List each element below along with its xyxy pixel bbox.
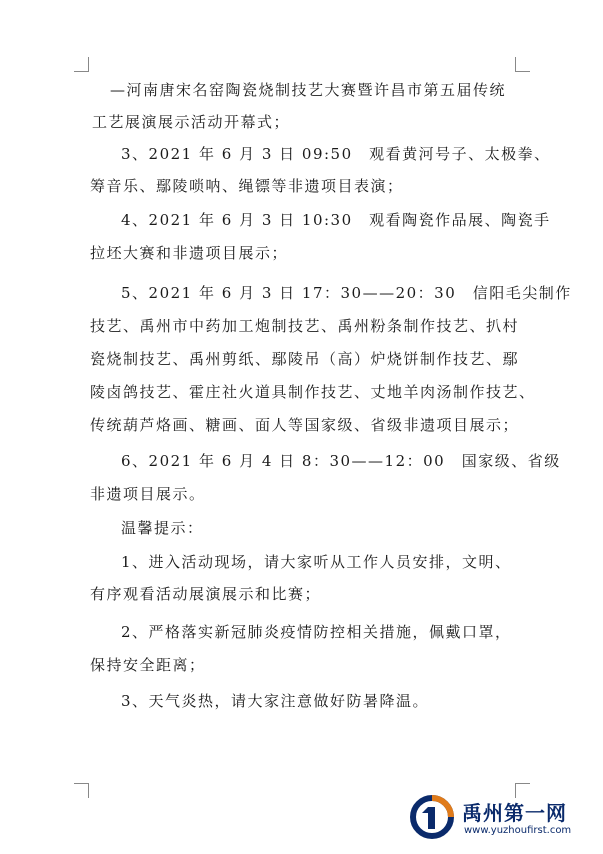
text-line [0, 78, 603, 102]
text-line-content: 保持安全距离； [90, 656, 206, 674]
text-line-content: 3、2021 年 6 月 3 日 09:50 观看黄河号子、太极拳、 [121, 145, 551, 163]
text-line-content: 非遗项目展示。 [90, 485, 206, 503]
text-line-content: 2、严格落实新冠肺炎疫情防控相关措施，佩戴口罩， [121, 623, 512, 641]
text-line-content: 6、2021 年 6 月 4 日 8：30——12：00 国家级、省级 [121, 452, 561, 470]
text-line [0, 582, 603, 606]
site-url: www.yuzhoufirst.com [464, 825, 572, 836]
text-line-content: —河南唐宋名窑陶瓷烧制技艺大赛暨许昌市第五届传统 [110, 81, 507, 99]
site-logo-icon [410, 795, 454, 839]
text-line-content: 1、进入活动现场，请大家听从工作人员安排，文明、 [121, 553, 512, 571]
text-line [0, 314, 603, 338]
text-line [0, 653, 603, 677]
margin-corner-top-right [515, 57, 530, 72]
text-line-content: 技艺、禹州市中药加工炮制技艺、禹州粉条制作技艺、扒村 [90, 317, 520, 335]
text-line [0, 413, 603, 437]
text-line [0, 241, 603, 265]
text-line [0, 174, 603, 198]
text-line-content: 工艺展演展示活动开幕式； [92, 113, 291, 131]
text-line-content: 传统葫芦烙画、糖画、面人等国家级、省级非遗项目展示； [90, 416, 520, 434]
text-line [0, 110, 603, 134]
text-line-content: 4、2021 年 6 月 3 日 10:30 观看陶瓷作品展、陶瓷手 [121, 211, 551, 229]
text-line-content: 拉坯大赛和非遗项目展示； [90, 244, 289, 262]
text-line [0, 281, 603, 305]
margin-corner-bottom-left [74, 783, 89, 798]
text-line [0, 516, 603, 540]
site-watermark [410, 795, 600, 845]
site-name: 禹州第一网 [462, 801, 567, 825]
text-line-content: 温馨提示： [121, 519, 204, 537]
margin-corner-top-left [74, 57, 89, 72]
text-line [0, 449, 603, 473]
text-line-content: 筹音乐、鄢陵唢呐、绳镖等非遗项目表演； [90, 177, 404, 195]
text-line-content: 3、天气炎热，请大家注意做好防暑降温。 [121, 692, 430, 710]
text-line [0, 380, 603, 404]
text-line [0, 208, 603, 232]
text-line [0, 347, 603, 371]
text-line [0, 482, 603, 506]
text-line-content: 5、2021 年 6 月 3 日 17：30——20：30 信阳毛尖制作 [121, 284, 572, 302]
text-line-content: 有序观看活动展演展示和比赛； [90, 585, 322, 603]
text-line [0, 142, 603, 166]
text-line [0, 620, 603, 644]
text-line [0, 689, 603, 713]
text-line-content: 瓷烧制技艺、禹州剪纸、鄢陵吊（高）炉烧饼制作技艺、鄢 [90, 350, 520, 368]
text-line [0, 550, 603, 574]
text-line-content: 陵卤鸽技艺、霍庄社火道具制作技艺、丈地羊肉汤制作技艺、 [90, 383, 536, 401]
